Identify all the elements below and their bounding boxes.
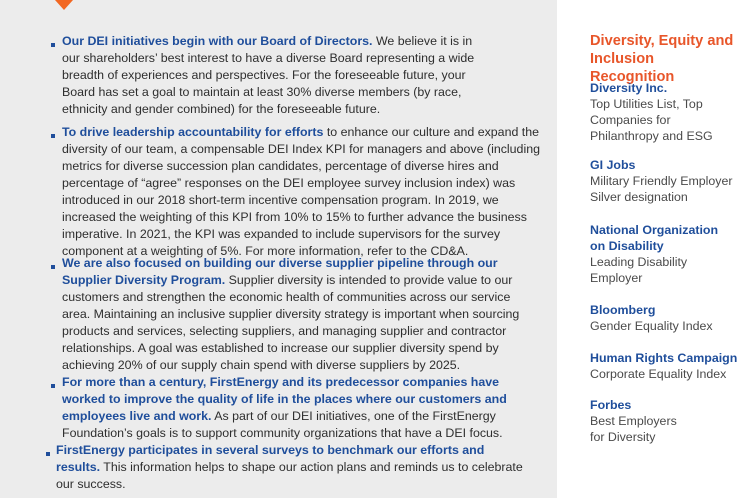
bullet-text: to enhance our culture and expand the diversity of our team, a compensable DEI Index KPI for managers and above (including metrics for diverse succession plan candidates, percentage of diverse hires and percentage of “agree” responses on the DEI employee survey inclusion index) was introduced in our 2018 short-term incentive compensation program. In 2019, we increased the weighting of this KPI from 10% to 15% to further advance the business imperative. In 2021, the KPI was expanded to include supervisors for the survey component at a weighting of 5%. For more information, refer to the CD&A. xyxy=(62,125,540,258)
bullet-supplier-diversity xyxy=(62,255,526,374)
award-name: Gender Equality Index xyxy=(590,319,713,333)
bullet-community xyxy=(62,374,512,442)
bullet-text: As part of our DEI initiatives, one of the FirstEnergy Foundation’s goals is to support community organizations that have a DEI focus. xyxy=(62,409,503,440)
award-org: Bloomberg xyxy=(590,303,656,317)
award-org: Diversity Inc. xyxy=(590,81,668,95)
bullet-marker xyxy=(51,43,55,47)
bullet-lead: Our DEI initiatives begin with our Board of Directors. xyxy=(62,34,373,48)
bullet-marker xyxy=(51,134,55,138)
bullet-surveys xyxy=(56,442,530,493)
award-org: Forbes xyxy=(590,398,632,412)
bullet-leadership-accountability xyxy=(62,124,546,260)
award-name: Leading Disability Employer xyxy=(590,255,688,285)
bullet-lead: We are also focused on building our diverse supplier pipeline through our Supplier Diversity Program. xyxy=(62,256,498,287)
bullet-board-of-directors xyxy=(62,33,482,118)
award-name: Best Employers for Diversity xyxy=(590,414,677,444)
sidebar-title: Diversity, Equity and Inclusion Recognition xyxy=(590,33,734,85)
award-name: Corporate Equality Index xyxy=(590,367,727,381)
bullet-marker xyxy=(51,265,55,269)
bullet-text: This information helps to shape our action plans and reminds us to celebrate our success. xyxy=(56,460,523,491)
bullet-text: We believe it is in our shareholders’ best interest to have a diverse Board representing a wide breadth of experiences and perspectives. For the foreseeable future, your Board has set a goal to maintain at least 30% diverse members (by race, ethnicity and gender combined) for the foreseeable future. xyxy=(62,34,475,116)
orange-notch-marker xyxy=(55,0,73,10)
award-diversity-inc xyxy=(590,80,740,144)
award-bloomberg xyxy=(590,302,740,334)
award-name: Military Friendly Employer Silver designation xyxy=(590,174,733,204)
bullet-lead: FirstEnergy participates in several surveys to benchmark our efforts and results. xyxy=(56,443,485,474)
award-org: National Organization on Disability xyxy=(590,223,719,253)
bullet-lead: For more than a century, FirstEnergy and its predecessor companies have worked to improve the quality of life in the places where our customers and employees live and work. xyxy=(62,375,507,423)
award-national-organization-on-disability xyxy=(590,222,740,286)
award-gi-jobs xyxy=(590,157,740,205)
award-name: Top Utilities List, Top Companies for Philanthropy and ESG xyxy=(590,97,713,143)
bullet-marker xyxy=(46,452,50,456)
bullet-marker xyxy=(51,384,55,388)
award-forbes xyxy=(590,397,740,445)
bullet-lead: To drive leadership accountability for efforts xyxy=(62,125,324,139)
bullet-text: Supplier diversity is intended to provide value to our customers and strengthen the economic health of communities across our service area. Maintaining an inclusive supplier diversity strategy is important when sourcing products and services, selecting suppliers, and managing supplier and contractor relationships. A goal was established to increase our supplier diversity spend by achieving 20% of our supply chain spend with diverse suppliers by 2025. xyxy=(62,273,520,372)
award-human-rights-campaign xyxy=(590,350,740,382)
recognition-sidebar xyxy=(557,0,744,498)
award-org: Human Rights Campaign xyxy=(590,351,738,365)
award-org: GI Jobs xyxy=(590,158,636,172)
